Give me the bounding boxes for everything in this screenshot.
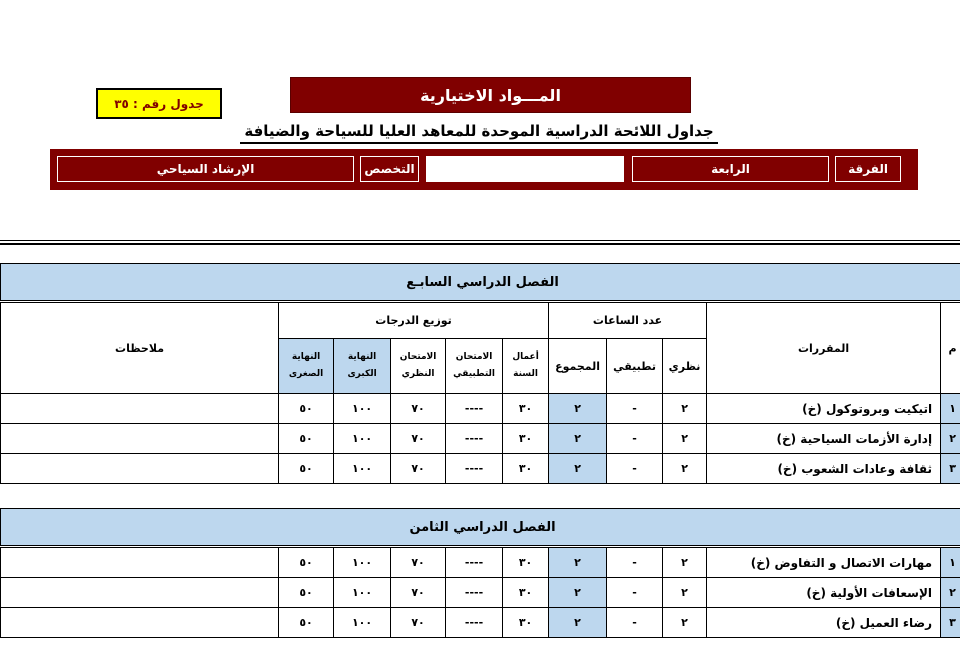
- practical-exam: ----: [446, 454, 503, 484]
- theory-exam: ٧٠: [391, 394, 446, 424]
- total-hours: ٢: [549, 547, 607, 578]
- practical-hours: -: [607, 454, 663, 484]
- row-index: ١: [941, 394, 960, 424]
- semester-table-7: [0, 263, 960, 484]
- table-row: [1, 454, 960, 484]
- notes: [1, 608, 279, 638]
- min-final: ٥٠: [279, 578, 334, 608]
- practical-exam: ----: [446, 424, 503, 454]
- blank-field: [426, 156, 624, 182]
- practical-exam: ----: [446, 394, 503, 424]
- theory-exam: ٧٠: [391, 608, 446, 638]
- min-final: ٥٠: [279, 454, 334, 484]
- col-theory-exam-header: الامتحان النظري: [391, 339, 446, 394]
- min-final: ٥٠: [279, 547, 334, 578]
- max-final: ١٠٠: [334, 394, 391, 424]
- theory-exam: ٧٠: [391, 547, 446, 578]
- notes: [1, 424, 279, 454]
- row-index: ٢: [941, 578, 960, 608]
- semester-title: الفصل الدراسي السابـع: [1, 264, 960, 302]
- col-total-header: المجموع: [549, 339, 607, 394]
- level-label: الفرقة: [835, 156, 901, 182]
- theory-hours: ٢: [663, 578, 707, 608]
- course-name: مهارات الاتصال و التفاوض (خ): [707, 547, 941, 578]
- subtitle-underline: [240, 142, 718, 144]
- major-label: التخصص: [360, 156, 419, 182]
- table-row: [1, 547, 960, 578]
- total-hours: ٢: [549, 424, 607, 454]
- max-final: ١٠٠: [334, 578, 391, 608]
- theory-hours: ٢: [663, 608, 707, 638]
- max-final: ١٠٠: [334, 547, 391, 578]
- practical-exam: ----: [446, 578, 503, 608]
- total-hours: ٢: [549, 454, 607, 484]
- max-final: ١٠٠: [334, 454, 391, 484]
- year-work: ٣٠: [503, 394, 549, 424]
- min-final: ٥٠: [279, 608, 334, 638]
- theory-exam: ٧٠: [391, 424, 446, 454]
- col-index-header: م: [941, 302, 960, 394]
- col-courses-header: المقررات: [707, 302, 941, 394]
- col-year-work-header: أعمال السنة: [503, 339, 549, 394]
- total-hours: ٢: [549, 578, 607, 608]
- semester-title: الفصل الدراسي الثامن: [1, 509, 960, 547]
- practical-hours: -: [607, 424, 663, 454]
- info-bar: [50, 149, 918, 190]
- table-row: [1, 394, 960, 424]
- theory-exam: ٧٠: [391, 578, 446, 608]
- col-min-final-header: النهاية الصغرى: [279, 339, 334, 394]
- practical-hours: -: [607, 578, 663, 608]
- notes: [1, 454, 279, 484]
- year-work: ٣٠: [503, 424, 549, 454]
- row-index: ٣: [941, 454, 960, 484]
- practical-exam: ----: [446, 608, 503, 638]
- table-row: [1, 578, 960, 608]
- course-name: الإسعافات الأولية (خ): [707, 578, 941, 608]
- practical-exam: ----: [446, 547, 503, 578]
- course-name: إدارة الأزمات السياحية (خ): [707, 424, 941, 454]
- row-index: ٣: [941, 608, 960, 638]
- col-practical-exam-header: الامتحان التطبيقي: [446, 339, 503, 394]
- hours-group-header: عدد الساعات: [549, 302, 707, 339]
- year-work: ٣٠: [503, 454, 549, 484]
- max-final: ١٠٠: [334, 424, 391, 454]
- table-row: [1, 608, 960, 638]
- col-max-final-header: النهاية الكبرى: [334, 339, 391, 394]
- min-final: ٥٠: [279, 394, 334, 424]
- col-theory-header: نظري: [663, 339, 707, 394]
- theory-hours: ٢: [663, 394, 707, 424]
- level-value: الرابعة: [632, 156, 829, 182]
- total-hours: ٢: [549, 394, 607, 424]
- separator-thin: [0, 240, 960, 241]
- year-work: ٣٠: [503, 547, 549, 578]
- theory-exam: ٧٠: [391, 454, 446, 484]
- theory-hours: ٢: [663, 424, 707, 454]
- course-name: رضاء العميل (خ): [707, 608, 941, 638]
- table-row: [1, 424, 960, 454]
- course-name: اتيكيت وبروتوكول (خ): [707, 394, 941, 424]
- document-subtitle: جداول اللائحة الدراسية الموحدة للمعاهد العليا للسياحة والضيافة: [244, 122, 714, 140]
- total-hours: ٢: [549, 608, 607, 638]
- max-final: ١٠٠: [334, 608, 391, 638]
- major-value: الإرشاد السياحي: [57, 156, 354, 182]
- separator-thick: [0, 243, 960, 245]
- grades-group-header: توزيع الدرجات: [279, 302, 549, 339]
- year-work: ٣٠: [503, 608, 549, 638]
- notes: [1, 547, 279, 578]
- notes: [1, 394, 279, 424]
- practical-hours: -: [607, 547, 663, 578]
- semester-table-8: [0, 508, 960, 638]
- theory-hours: ٢: [663, 547, 707, 578]
- practical-hours: -: [607, 608, 663, 638]
- notes: [1, 578, 279, 608]
- col-notes-header: ملاحظات: [1, 302, 279, 394]
- min-final: ٥٠: [279, 424, 334, 454]
- row-index: ١: [941, 547, 960, 578]
- theory-hours: ٢: [663, 454, 707, 484]
- page-title: المـــواد الاختيارية: [290, 77, 691, 113]
- practical-hours: -: [607, 394, 663, 424]
- year-work: ٣٠: [503, 578, 549, 608]
- table-number-badge: جدول رقم : ٣٥: [96, 88, 222, 119]
- course-name: ثقافة وعادات الشعوب (خ): [707, 454, 941, 484]
- col-practical-header: تطبيقي: [607, 339, 663, 394]
- row-index: ٢: [941, 424, 960, 454]
